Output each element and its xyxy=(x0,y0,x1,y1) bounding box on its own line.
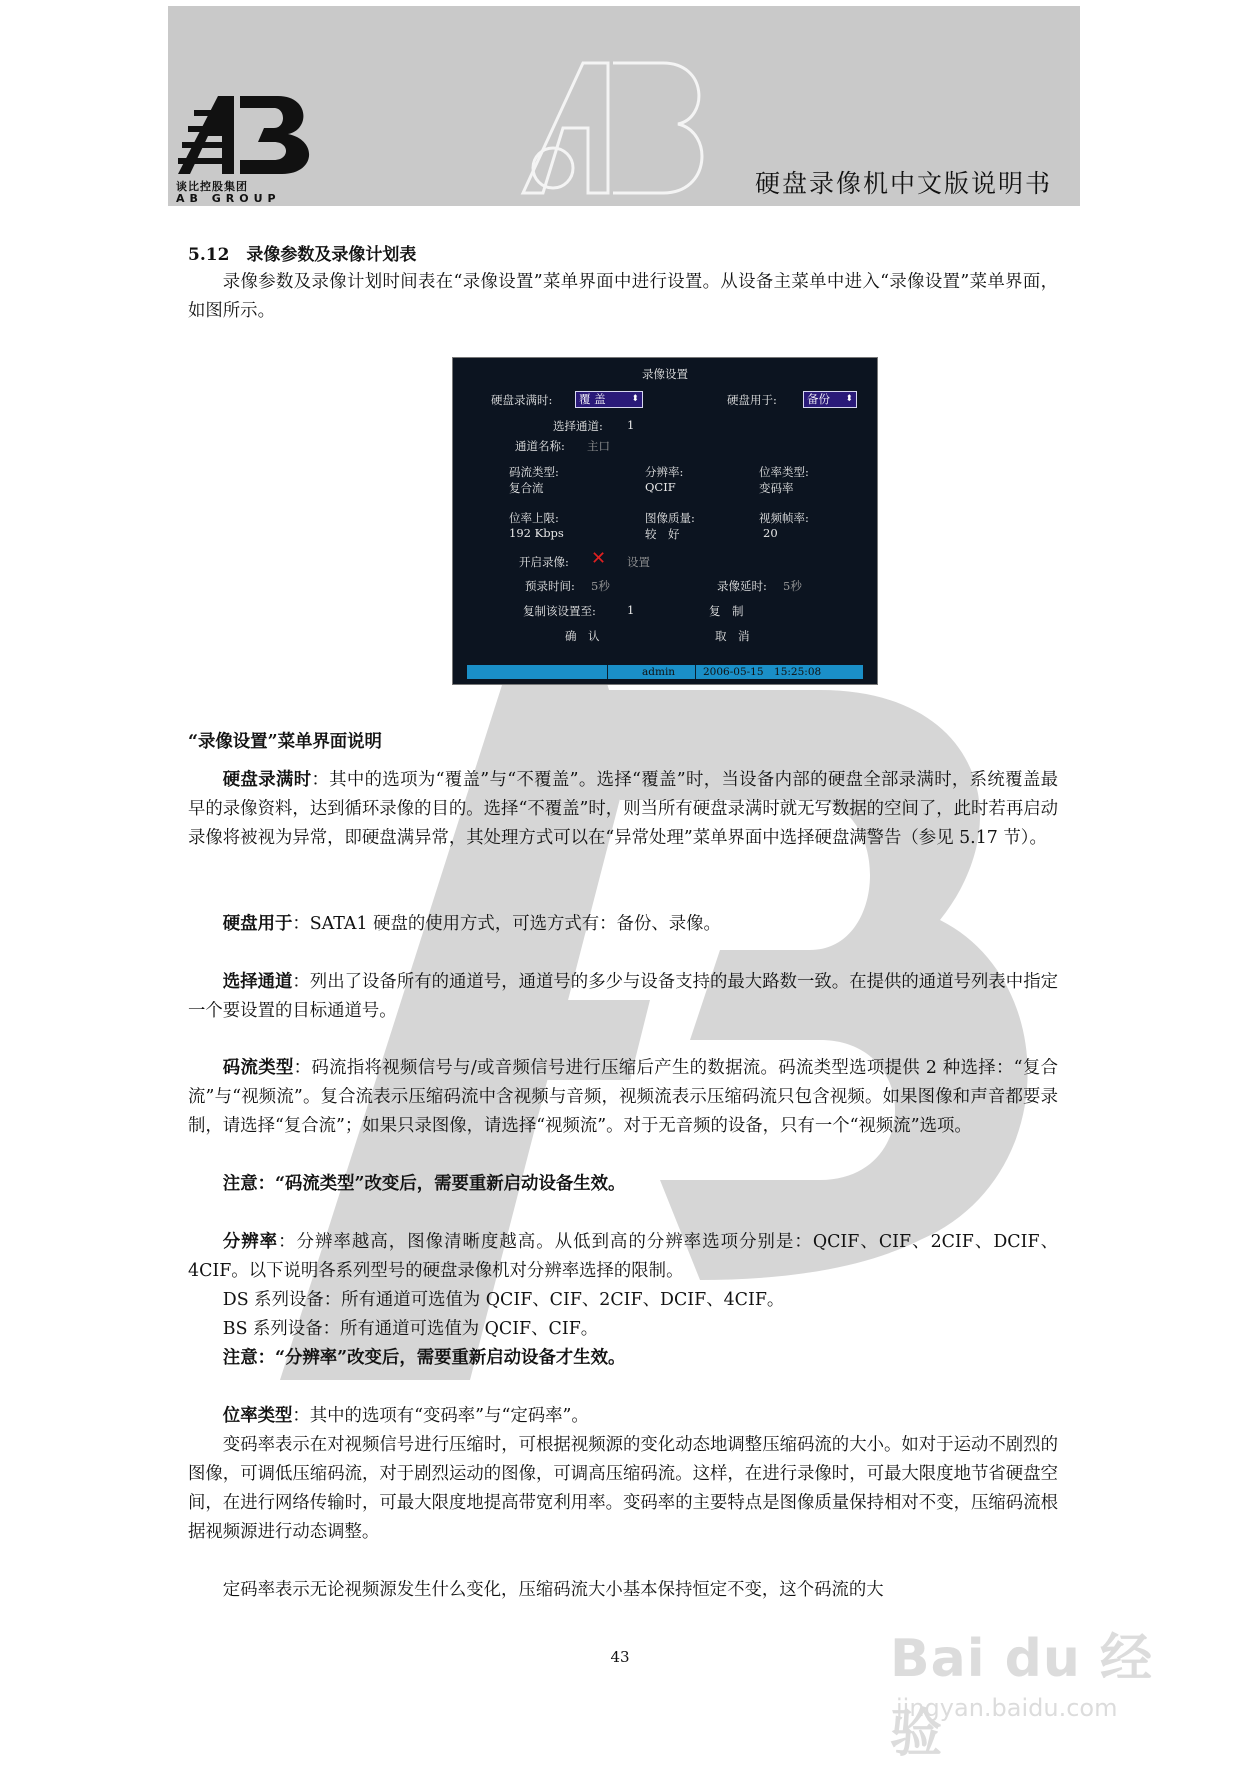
frame-rate-value[interactable]: 20 xyxy=(763,526,778,540)
para-channel xyxy=(188,968,1058,1026)
status-bar xyxy=(467,665,863,679)
stream-type-value[interactable]: 复合流 xyxy=(509,481,544,495)
term-hdd-full: 硬盘录满时 xyxy=(222,770,312,790)
logo-chinese-name: 谈比控股集团 xyxy=(176,180,248,193)
header-ab-mark-icon xyxy=(513,58,713,198)
dvr-record-settings-screen xyxy=(452,357,878,685)
logo-english-name: AB GROUP xyxy=(176,192,281,205)
bitrate-type-value[interactable]: 变码率 xyxy=(759,481,794,495)
para-constant-bitrate: 定码率表示无论视频源发生什么变化，压缩码流大小基本保持恒定不变，这个码流的大 xyxy=(222,1580,884,1600)
watermark-brand: Bai du 经验 xyxy=(890,1629,1153,1764)
bitrate-type-label: 位率类型: xyxy=(759,465,809,479)
note-resolution: 注意：“分辨率”改变后，需要重新启动设备才生效。 xyxy=(222,1348,626,1368)
para-resolution xyxy=(188,1228,1058,1286)
term-stream-type: 码流类型 xyxy=(222,1058,294,1078)
status-user: admin xyxy=(642,666,676,678)
copy-to-value[interactable]: 1 xyxy=(627,603,635,617)
hdd-use-label: 硬盘用于: xyxy=(727,393,777,407)
section-intro: 录像参数及录像计划时间表在“录像设置”菜单界面中进行设置。从设备主菜单中进入“录像设置”菜单界面，如图所示。 xyxy=(188,272,1058,321)
frame-rate-label: 视频帧率: xyxy=(759,511,809,525)
copy-to-label: 复制该设置至: xyxy=(523,604,596,618)
cancel-button[interactable]: 取 消 xyxy=(715,629,750,643)
text-ds-series: DS 系列设备：所有通道可选值为 QCIF、CIF、2CIF、DCIF、4CIF。 xyxy=(222,1290,785,1310)
channel-name-value[interactable]: 主口 xyxy=(587,439,610,453)
updown-arrow-icon: ⬍ xyxy=(845,394,853,404)
section-title: 5.12 录像参数及录像计划表 xyxy=(188,245,417,265)
hdd-use-select[interactable] xyxy=(803,391,857,408)
record-settings-button[interactable]: 设置 xyxy=(627,555,650,569)
pre-record-value[interactable]: 5秒 xyxy=(591,579,610,593)
watermark-url: jingyan.baidu.com xyxy=(896,1694,1118,1722)
term-hdd-use: 硬盘用于 xyxy=(222,914,293,934)
dvr-screen-title: 录像设置 xyxy=(642,367,688,381)
copy-button[interactable]: 复 制 xyxy=(709,604,744,618)
para-hdd-use xyxy=(188,910,1058,939)
text-bitrate-type: ：其中的选项有“变码率”与“定码率”。 xyxy=(292,1406,589,1426)
cross-icon[interactable]: ✕ xyxy=(591,548,607,569)
record-enable-label: 开启录像: xyxy=(519,555,569,569)
term-channel: 选择通道 xyxy=(222,972,293,992)
updown-arrow-icon: ⬍ xyxy=(631,394,639,404)
channel-value[interactable]: 1 xyxy=(627,418,635,432)
status-divider xyxy=(695,665,696,679)
page-header xyxy=(168,6,1080,206)
para-bitrate-type xyxy=(188,1402,1058,1431)
post-record-value[interactable]: 5秒 xyxy=(783,579,802,593)
text-bs-series: BS 系列设备：所有通道可选值为 QCIF、CIF。 xyxy=(222,1319,599,1339)
image-quality-value[interactable]: 较 好 xyxy=(645,527,680,541)
ok-button[interactable]: 确 认 xyxy=(565,629,600,643)
text-stream-type: ：码流指将视频信号与/或音频信号进行压缩后产生的数据流。码流类型选项提供 2 种选择：“复合流”与“视频流”。复合流表示压缩码流中含视频与音频，视频流表示压缩码流只包含视频。如果图像和声音都要录制，请选择“复合流”；如果只录图像，请选择“视频流”。对于无音频的设备，只有一个“视频流”选项。 xyxy=(188,1058,1058,1136)
bitrate-limit-value[interactable]: 192 Kbps xyxy=(509,526,564,540)
bitrate-limit-label: 位率上限: xyxy=(509,511,559,525)
term-bitrate-type: 位率类型 xyxy=(222,1406,293,1426)
text-hdd-full: ：其中的选项为“覆盖”与“不覆盖”。选择“覆盖”时，当设备内部的硬盘全部录满时，系统覆盖最早的录像资料，达到循环录像的目的。选择“不覆盖”时，则当所有硬盘录满时就无写数据的空间了，此时若再启动录像将被视为异常，即硬盘满异常，其处理方式可以在“异常处理”菜单界面中选择硬盘满警告（参见 5.17 节）。 xyxy=(188,770,1058,848)
baidu-jingyan-watermark xyxy=(890,1600,1190,1764)
resolution-value[interactable]: QCIF xyxy=(645,480,676,494)
image-quality-label: 图像质量: xyxy=(645,511,695,525)
text-hdd-use: ：SATA1 硬盘的使用方式，可选方式有：备份、录像。 xyxy=(292,914,721,934)
document-title: 硬盘录像机中文版说明书 xyxy=(754,169,1052,198)
para-stream-type xyxy=(188,1054,1058,1141)
note-stream-type: 注意：“码流类型”改变后，需要重新启动设备生效。 xyxy=(222,1174,626,1194)
para-hdd-full xyxy=(188,766,1058,853)
channel-label: 选择通道: xyxy=(553,419,603,433)
term-resolution: 分辨率 xyxy=(222,1232,279,1252)
explain-heading: “录像设置”菜单界面说明 xyxy=(188,732,382,752)
pre-record-label: 预录时间: xyxy=(525,579,575,593)
status-datetime: 2006-05-15 15:25:08 xyxy=(703,666,822,678)
hdd-full-select[interactable] xyxy=(575,391,643,408)
hdd-full-label: 硬盘录满时: xyxy=(491,393,553,407)
post-record-label: 录像延时: xyxy=(717,579,767,593)
hdd-full-value: 覆 盖 xyxy=(579,392,606,406)
ab-group-logo-icon xyxy=(178,96,318,176)
para-variable-bitrate: 变码率表示在对视频信号进行压缩时，可根据视频源的变化动态地调整压缩码流的大小。如对于运动不剧烈的图像，可调低压缩码流，对于剧烈运动的图像，可调高压缩码流。这样，在进行录像时，可最大限度地节省硬盘空间，在进行网络传输时，可最大限度地提高带宽利用率。变码率的主要特点是图像质量保持相对不变，压缩码流根据视频源进行动态调整。 xyxy=(188,1435,1058,1542)
page-number: 43 xyxy=(610,1648,630,1666)
text-resolution: ：分辨率越高，图像清晰度越高。从低到高的分辨率选项分别是：QCIF、CIF、2CIF、DCIF、4CIF。以下说明各系列型号的硬盘录像机对分辨率选择的限制。 xyxy=(188,1232,1058,1281)
hdd-use-value: 备份 xyxy=(807,392,830,406)
stream-type-label: 码流类型: xyxy=(509,465,559,479)
channel-name-label: 通道名称: xyxy=(515,439,565,453)
text-channel: ：列出了设备所有的通道号，通道号的多少与设备支持的最大路数一致。在提供的通道号列表中指定一个要设置的目标通道号。 xyxy=(188,972,1058,1021)
status-divider xyxy=(607,665,608,679)
resolution-label: 分辨率: xyxy=(645,465,684,479)
